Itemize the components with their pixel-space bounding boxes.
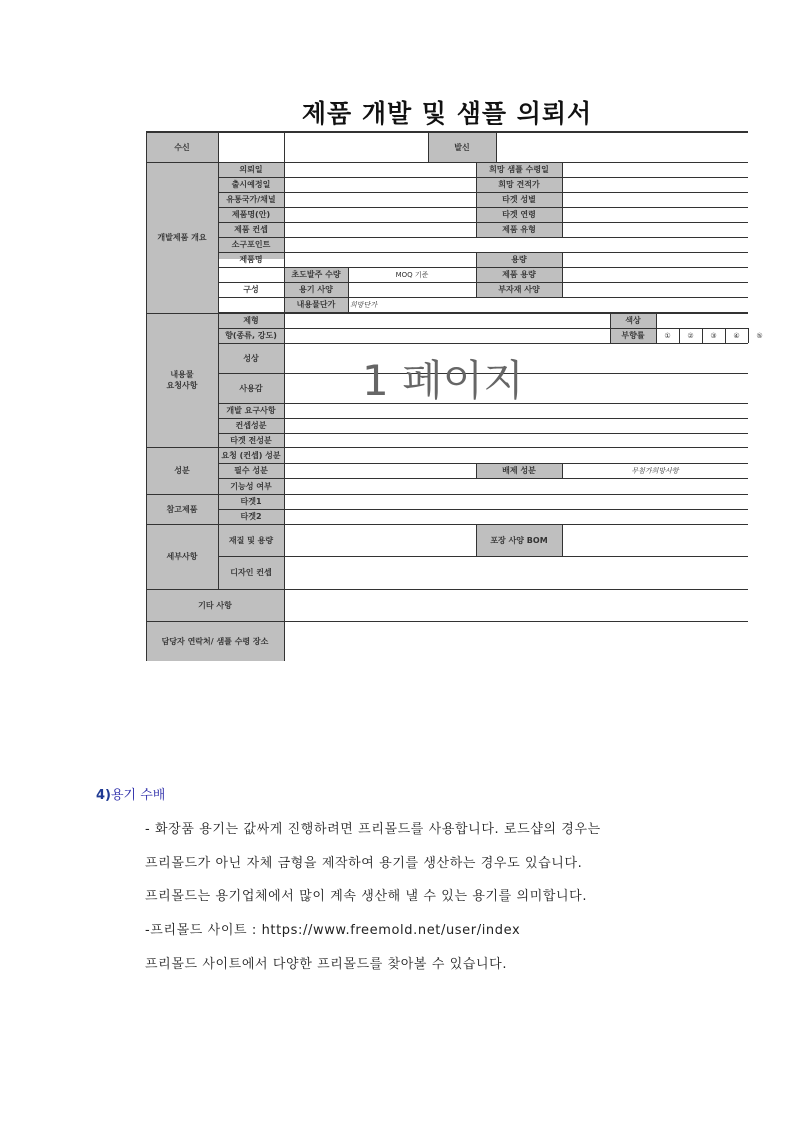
label-dev-requirements: 개발 요구사항	[226, 406, 276, 415]
aroma-option-2: ②	[687, 331, 694, 340]
label-desired_sample_date: 희망 샘플 수령일	[489, 165, 549, 174]
label-sub_material_spec: 부자재 사양	[498, 285, 540, 294]
label-channel: 유통국가/채널	[226, 195, 276, 204]
grid-line	[218, 433, 748, 434]
label-product_name_draft: 제품명(안)	[231, 210, 271, 219]
label-selling_point: 소구포인트	[231, 240, 271, 249]
label-product_capacity: 제품 용량	[502, 270, 536, 279]
label-recipient: 수신	[174, 142, 190, 152]
label-target_gender: 타겟 성별	[502, 195, 536, 204]
label-target2: 타겟2	[240, 512, 262, 521]
aroma-option-3: ③	[710, 331, 717, 340]
label-target1: 타겟1	[240, 497, 262, 506]
label-desired_quote: 희망 견적가	[498, 180, 540, 189]
label-design-concept: 디자인 컨셉	[230, 568, 272, 577]
label-packaging-bom: 포장 사양 BOM	[490, 535, 548, 545]
section-details: 세부사항	[166, 552, 198, 561]
aroma-option-4: ④	[733, 331, 740, 340]
grid-line	[562, 162, 563, 237]
grid-line	[218, 556, 748, 557]
section-requirements: 내용물 요청사항	[166, 370, 198, 390]
section-heading	[96, 784, 165, 803]
label-properties: 성상	[243, 353, 259, 363]
page-watermark: 1 페이지	[362, 356, 524, 405]
grid-line	[218, 509, 748, 510]
section-number: 4)	[96, 788, 111, 803]
label-fragrance: 향(종류, 강도)	[225, 331, 277, 340]
label-functional: 기능성 여부	[230, 481, 272, 491]
section-overview: 개발제품 개요	[157, 233, 207, 242]
aroma-option-1: ①	[664, 331, 671, 340]
label-product_type: 제품 유형	[502, 225, 536, 234]
paragraph-line-5: 프리몰드 사이트에서 다양한 프리몰드를 찾아볼 수 있습니다.	[145, 957, 508, 972]
label-target_age: 타겟 연령	[502, 210, 536, 219]
paragraph-line-3: 프리몰드는 용기업체에서 많이 계속 생산해 낼 수 있는 용기를 의미합니다.	[145, 889, 588, 904]
label-request_date: 의뢰일	[239, 165, 263, 174]
label-content-price: 내용물단가	[296, 300, 336, 309]
grid-line	[496, 131, 497, 162]
section-other: 기타 사항	[198, 600, 232, 610]
grid-line	[218, 343, 748, 344]
label-excluded-ingredient: 배제 성분	[502, 466, 536, 475]
label-essential-ingredient: 필수 성분	[234, 466, 268, 475]
label-container-spec: 용기 사양	[299, 285, 333, 294]
section-ingredients: 성분	[174, 466, 190, 475]
label-aroma: 부향률	[621, 331, 645, 340]
section-contact: 담당자 연락처/ 샘플 수령 장소	[161, 636, 269, 646]
document-title: 제품 개발 및 샘플 의뢰서	[301, 99, 593, 128]
label-release_date: 출시예정일	[231, 180, 271, 189]
label-product_concept: 제품 컨셉	[234, 225, 268, 234]
value-moq: MOQ 기준	[395, 270, 429, 279]
grid-line	[562, 252, 563, 297]
label-formulation: 제형	[243, 316, 259, 325]
label-product_name: 제품명	[239, 255, 263, 264]
label-usage-feel: 사용감	[239, 383, 263, 393]
grid-line	[562, 524, 563, 556]
grid-line	[218, 478, 748, 479]
label-color: 색상	[625, 316, 641, 325]
paragraph-line-1: - 화장품 용기는 값싸게 진행하려면 프리몰드를 사용합니다. 로드샵의 경우는	[145, 822, 601, 837]
label-requested-ingredient: 요청 (컨셉) 성분	[221, 450, 281, 460]
label-composition: 구성	[243, 285, 259, 294]
label-first-order-qty: 초도발주 수량	[291, 270, 341, 279]
value-content-price-note: 희망단가	[350, 300, 378, 309]
aroma-option-5: ⑤	[756, 331, 763, 340]
section-title: 용기 수배	[111, 788, 166, 803]
grid-line	[218, 237, 748, 238]
label-capacity: 용량	[511, 255, 527, 264]
grid-line	[284, 131, 285, 661]
value-excluded-note: 무첨가희망사항	[631, 466, 679, 475]
paragraph-line-2: 프리몰드가 아닌 자체 금형을 제작하여 용기를 생산하는 경우도 있습니다.	[145, 856, 583, 871]
label-sender: 발신	[454, 142, 470, 152]
grid-line	[218, 418, 748, 419]
section-reference: 참고제품	[166, 504, 198, 514]
label-target-full-ingredient: 타겟 전성분	[230, 435, 272, 445]
label-concept-ingredient: 컨셉성분	[235, 421, 267, 430]
paragraph-line-4: -프리몰드 사이트 : https://www.freemold.net/user/index	[145, 923, 521, 938]
label-material-capacity: 재질 및 용량	[228, 535, 274, 545]
